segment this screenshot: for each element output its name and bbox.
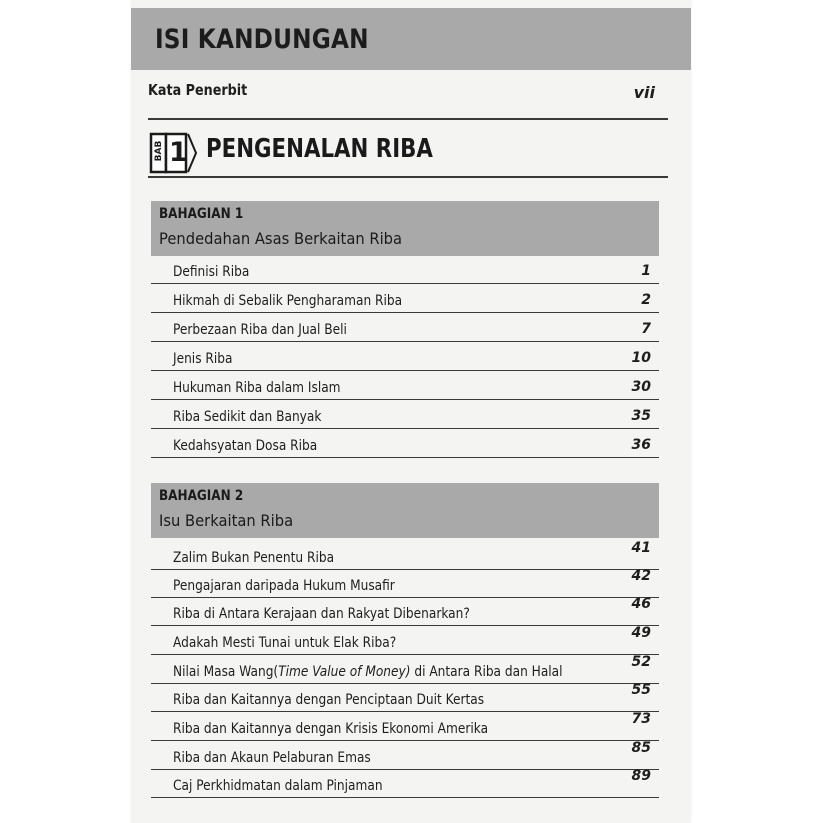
toc-entry[interactable] xyxy=(151,742,659,770)
book-page xyxy=(131,0,691,823)
toc-entry-page: 30 xyxy=(631,379,651,395)
toc-entry-page: 73 xyxy=(631,711,651,727)
toc-entry-title: Hikmah di Sebalik Pengharaman Riba xyxy=(173,293,403,309)
section-label: BAHAGIAN 1 xyxy=(159,206,244,222)
chapter-title: PENGENALAN RIBA xyxy=(206,134,433,164)
toc-entry-rule xyxy=(151,654,659,655)
toc-entry-page: 1 xyxy=(641,263,651,279)
toc-entry[interactable] xyxy=(151,285,659,313)
toc-entry-title: Riba dan Kaitannya dengan Penciptaan Duit Kertas xyxy=(173,692,485,708)
toc-entry-title: Riba di Antara Kerajaan dan Rakyat Dibenarkan? xyxy=(173,606,470,622)
page-title: ISI KANDUNGAN xyxy=(155,24,369,55)
toc-entry-title: Riba dan Akaun Pelaburan Emas xyxy=(173,750,371,766)
toc-entry-page: 46 xyxy=(631,596,651,612)
toc-entry-rule xyxy=(151,370,659,371)
toc-entry-title: Adakah Mesti Tunai untuk Elak Riba? xyxy=(173,635,397,651)
toc-entry-title: Riba dan Kaitannya dengan Krisis Ekonomi Amerika xyxy=(173,721,489,737)
toc-entry-title: Kedahsyatan Dosa Riba xyxy=(173,438,318,454)
preface-page: vii xyxy=(633,83,655,102)
toc-entry[interactable] xyxy=(151,314,659,342)
toc-entry-title-italic: Time Value of Money) xyxy=(278,664,411,680)
toc-entry[interactable] xyxy=(151,770,659,798)
toc-entry[interactable] xyxy=(151,343,659,371)
toc-entry[interactable] xyxy=(151,430,659,458)
toc-entry-title: Riba Sedikit dan Banyak xyxy=(173,409,322,425)
toc-entry-page: 49 xyxy=(631,625,651,641)
toc-entry-page: 42 xyxy=(631,568,651,584)
toc-entry-title: Caj Perkhidmatan dalam Pinjaman xyxy=(173,778,383,794)
toc-entry[interactable] xyxy=(151,256,659,284)
toc-entry-title: Hukuman Riba dalam Islam xyxy=(173,380,341,396)
toc-entry-rule xyxy=(151,711,659,712)
page-title-bar xyxy=(131,8,691,70)
toc-entry-title: Perbezaan Riba dan Jual Beli xyxy=(173,322,347,338)
toc-entry-page: 55 xyxy=(631,682,651,698)
toc-entry-rule xyxy=(151,312,659,313)
toc-entry-title: Jenis Riba xyxy=(173,351,233,367)
chapter-badge-word: BAB xyxy=(154,140,164,162)
toc-entry[interactable] xyxy=(151,542,659,570)
toc-entry-rule xyxy=(151,740,659,741)
toc-entry-rule xyxy=(151,625,659,626)
toc-entry-page: 35 xyxy=(631,408,651,424)
section-subtitle: Pendedahan Asas Berkaitan Riba xyxy=(159,229,403,248)
toc-entry-rule xyxy=(151,457,659,458)
toc-entry-page: 89 xyxy=(631,768,651,784)
toc-entry-page: 52 xyxy=(631,654,651,670)
toc-entry-page: 2 xyxy=(641,292,651,308)
section-header-2 xyxy=(151,483,659,538)
section-label: BAHAGIAN 2 xyxy=(159,488,244,504)
divider xyxy=(148,118,668,120)
chapter-badge-number: 1 xyxy=(169,137,188,168)
toc-entry-rule xyxy=(151,797,659,798)
toc-entry-page: 36 xyxy=(631,437,651,453)
toc-entry[interactable] xyxy=(151,598,659,626)
toc-entry-title: Definisi Riba xyxy=(173,264,250,280)
toc-entry-rule xyxy=(151,341,659,342)
section-subtitle: Isu Berkaitan Riba xyxy=(159,511,294,530)
toc-entry[interactable] xyxy=(151,713,659,741)
toc-entry[interactable] xyxy=(151,372,659,400)
section-header-1 xyxy=(151,201,659,256)
toc-entry-page: 7 xyxy=(641,321,651,337)
toc-entry-title xyxy=(173,664,563,680)
toc-entry-title-prefix: Nilai Masa Wang( xyxy=(173,664,279,680)
toc-entry[interactable] xyxy=(151,401,659,429)
toc-entry-title: Zalim Bukan Penentu Riba xyxy=(173,550,335,566)
toc-entry-rule xyxy=(151,283,659,284)
toc-entry-rule xyxy=(151,428,659,429)
toc-entry-page: 85 xyxy=(631,740,651,756)
divider xyxy=(148,176,668,178)
toc-entry-title: Pengajaran daripada Hukum Musafir xyxy=(173,578,395,594)
toc-entry-page: 10 xyxy=(631,350,651,366)
toc-entry[interactable] xyxy=(151,570,659,598)
chapter-badge xyxy=(148,130,203,176)
preface-label: Kata Penerbit xyxy=(148,81,248,99)
toc-entry[interactable] xyxy=(151,627,659,655)
toc-entry-rule xyxy=(151,399,659,400)
toc-entry-title-suffix: di Antara Riba dan Halal xyxy=(410,664,563,680)
toc-entry[interactable] xyxy=(151,684,659,712)
toc-entry-page: 41 xyxy=(631,540,651,556)
toc-entry[interactable] xyxy=(151,656,659,684)
